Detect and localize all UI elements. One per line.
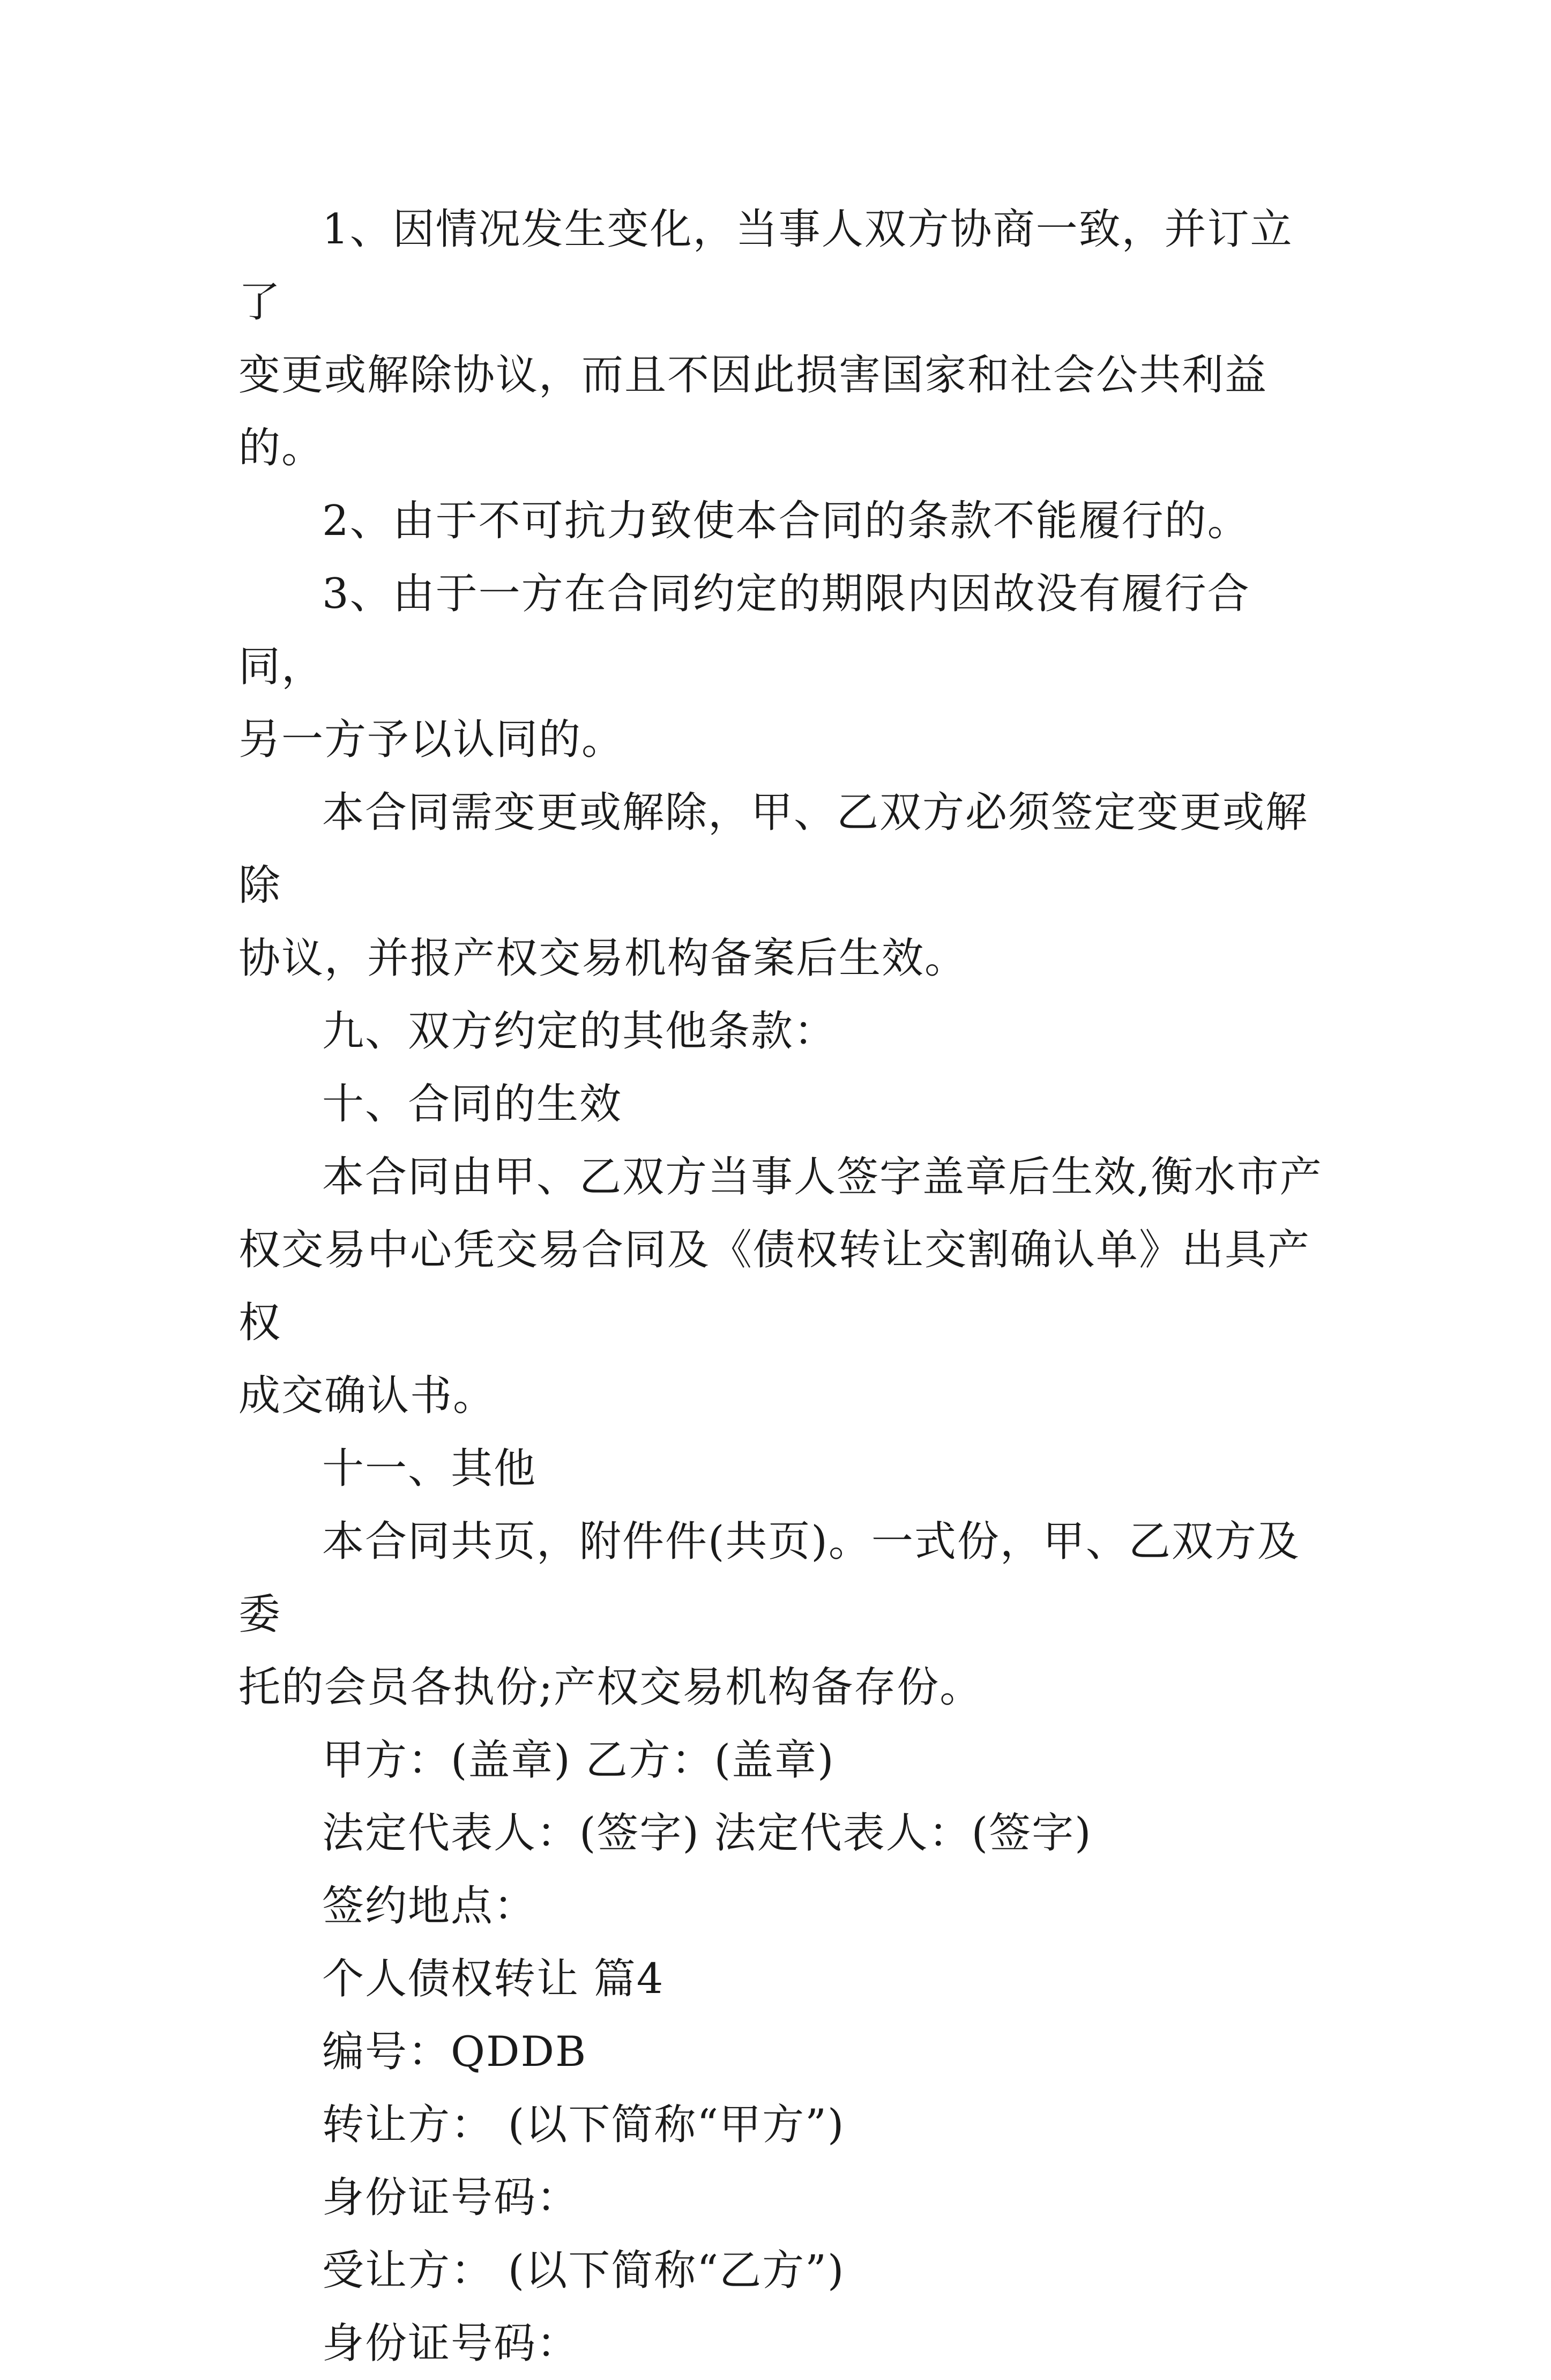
paragraph-line: 本合同由甲、乙双方当事人签字盖章后生效,衡水市产 [322, 1153, 1323, 1201]
paragraph-line: 另一方予以认同的。 [238, 716, 625, 764]
paragraph-line: 权交易中心凭交易合同及《债权转让交割确认单》出具产权 [238, 1226, 1311, 1347]
paragraph-line: 托的会员各执份;产权交易机构备存份。 [238, 1663, 983, 1712]
document-title: 个人债权转让 篇4 [322, 1955, 665, 2003]
section-heading: 九、双方约定的其他条款： [322, 1007, 837, 1055]
signing-location: 签约地点： [322, 1882, 537, 1930]
signature-line: 法定代表人：(签字) 法定代表人：(签字) [322, 1809, 1092, 1857]
paragraph-line: 1、因情况发生变化，当事人双方协商一致，并订立了 [238, 205, 1293, 326]
paragraph-line: 变更或解除协议，而且不因此损害国家和社会公共利益的。 [238, 351, 1268, 472]
document-number: 编号：QDDB [322, 2028, 587, 2076]
id-number-line: 身份证号码： [322, 2319, 580, 2368]
transferor-line: 转让方： (以下简称“甲方”) [322, 2101, 845, 2149]
document-body [238, 193, 1332, 2380]
transferee-line: 受让方： (以下简称“乙方”) [322, 2247, 845, 2295]
paragraph-line: 3、由于一方在合同约定的期限内因故没有履行合同， [238, 570, 1250, 691]
paragraph-line: 本合同共页，附件件(共页)。一式份，甲、乙双方及委 [238, 1518, 1300, 1639]
signature-line: 甲方：(盖章) 乙方：(盖章) [322, 1736, 835, 1784]
paragraph-line: 协议，并报产权交易机构备案后生效。 [238, 934, 968, 983]
section-heading: 十、合同的生效 [322, 1080, 623, 1128]
section-heading: 十一、其他 [322, 1445, 537, 1493]
id-number-line: 身份证号码： [322, 2174, 580, 2222]
paragraph-line: 本合同需变更或解除，甲、乙双方必须签定变更或解除 [238, 789, 1309, 910]
paragraph-line: 2、由于不可抗力致使本合同的条款不能履行的。 [322, 497, 1250, 545]
paragraph-line: 成交确认书。 [238, 1372, 496, 1420]
